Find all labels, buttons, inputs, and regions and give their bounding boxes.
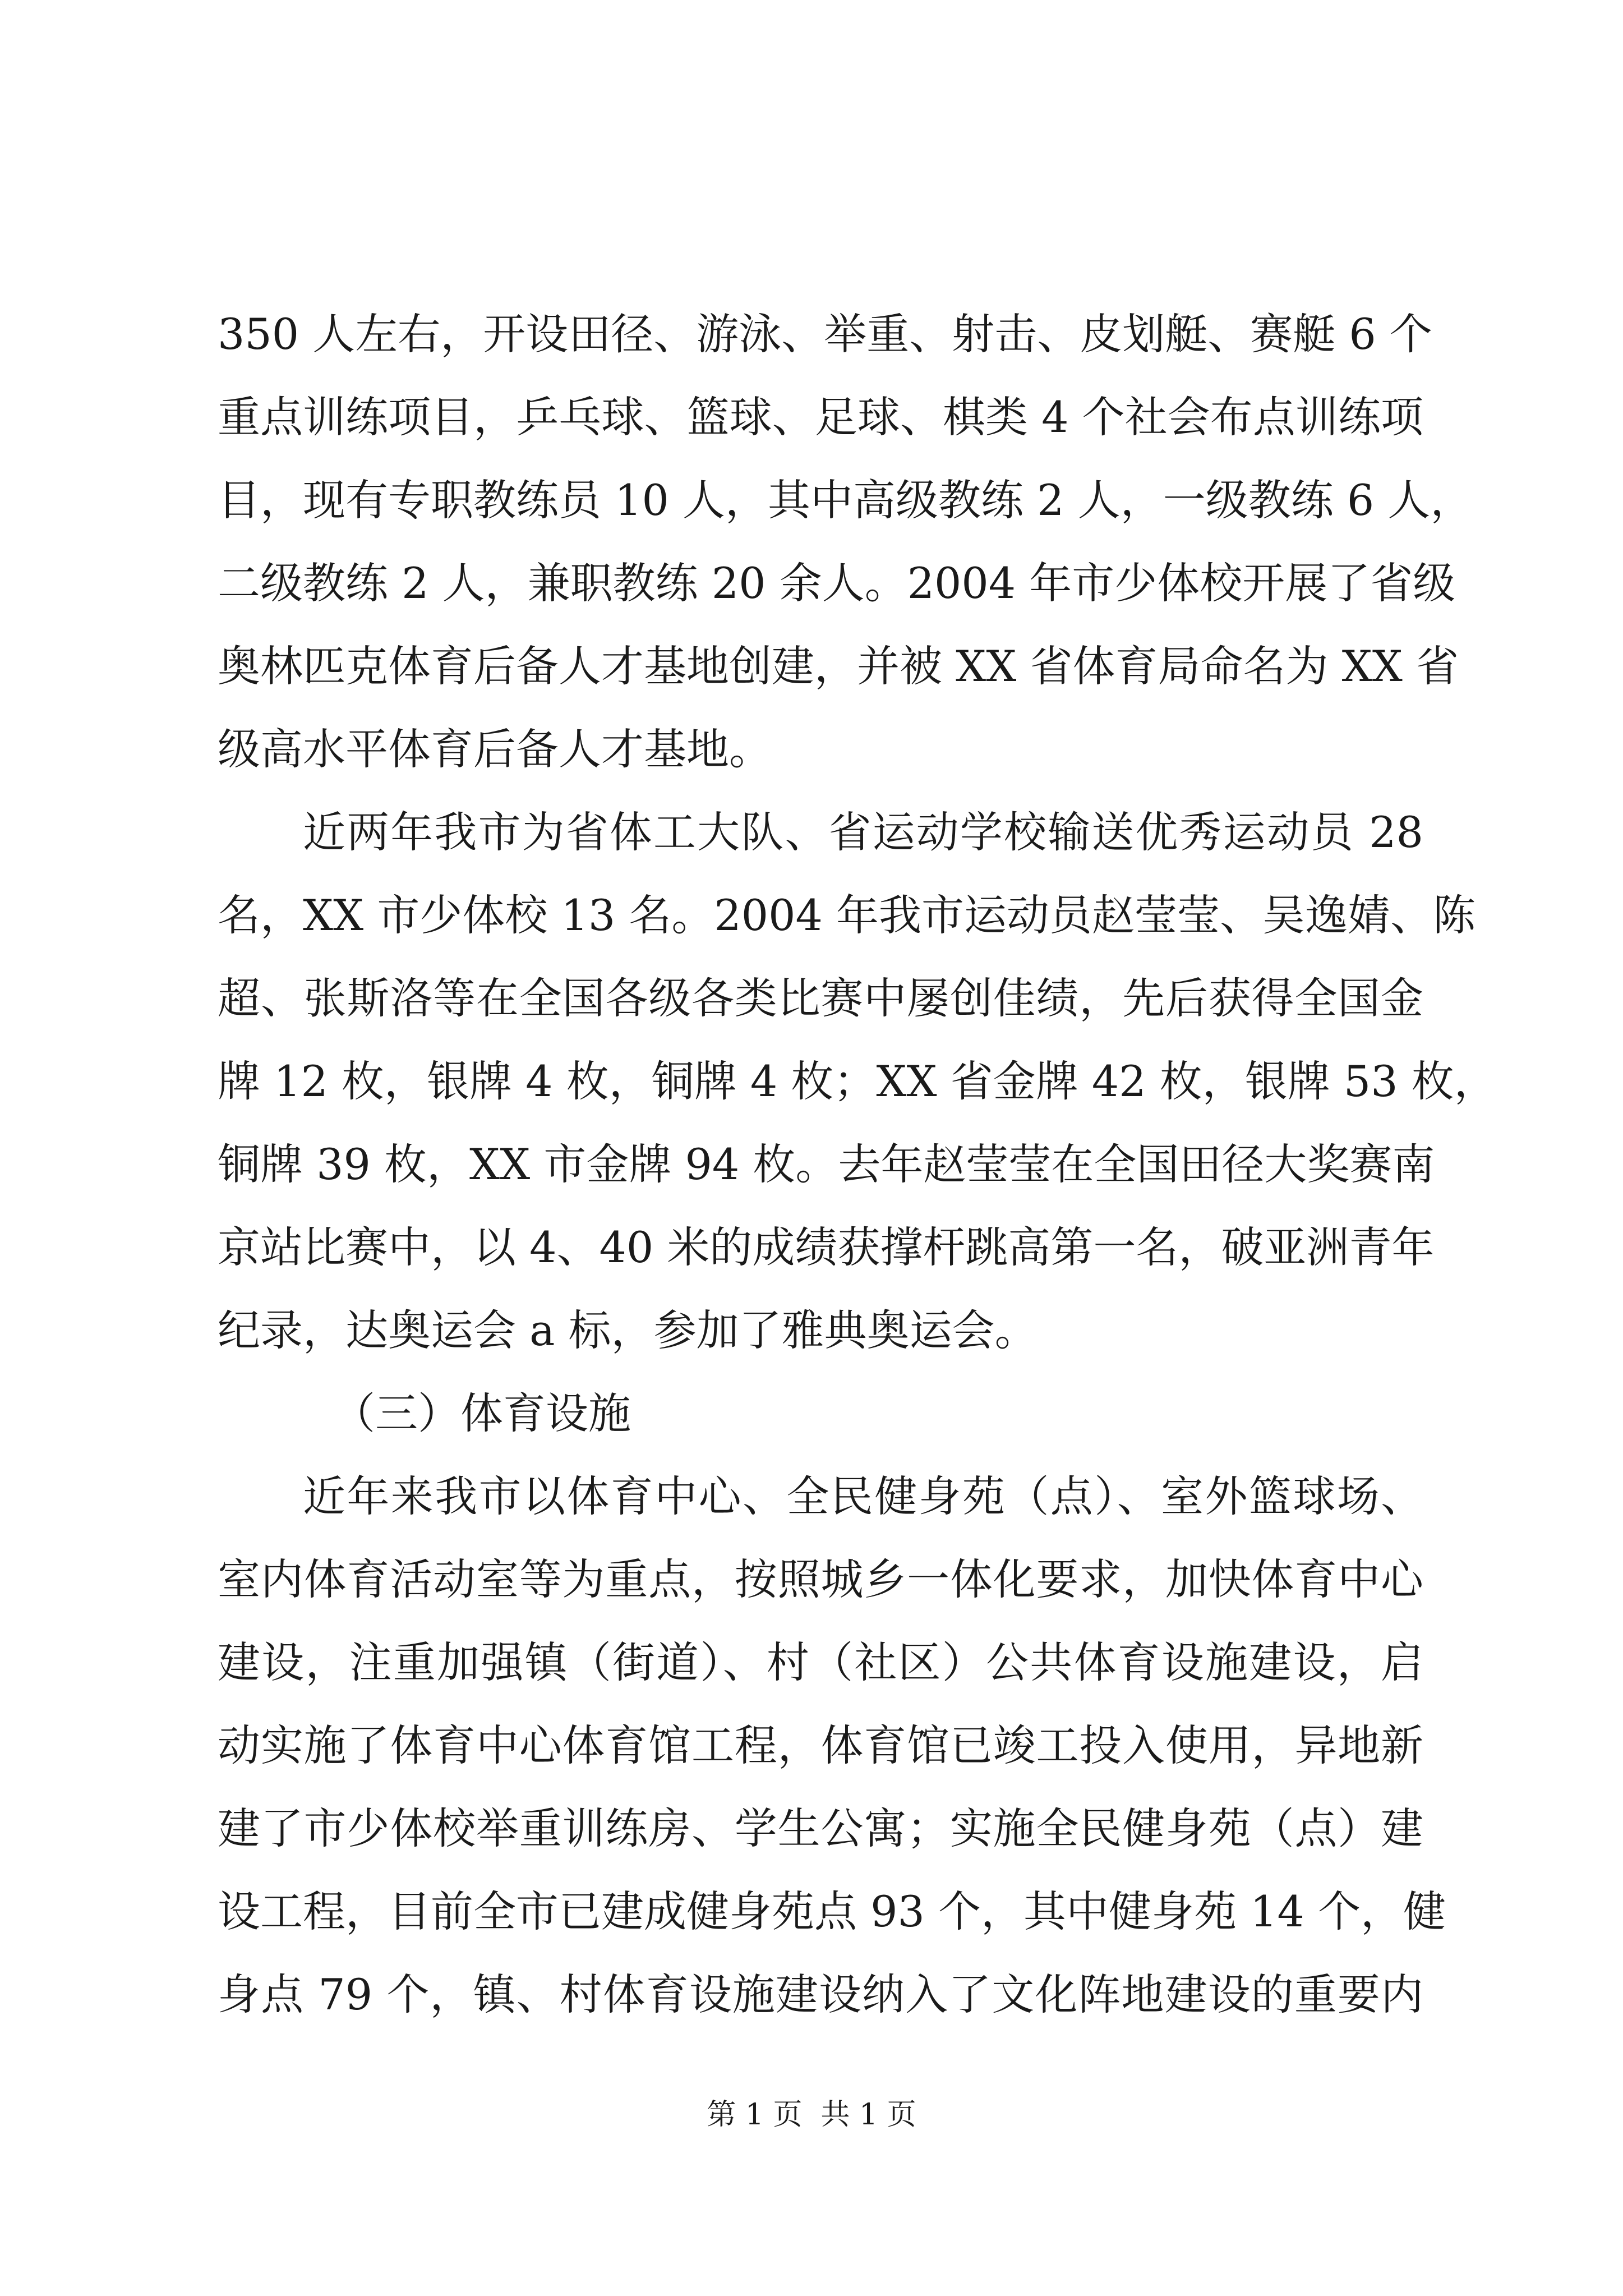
paragraph-first-line: 近两年我市为省体工大队、省运动学校输送优秀运动员 28: [303, 807, 1423, 857]
paragraph-first-line: 近年来我市以体育中心、全民健身苑（点）、室外篮球场、: [303, 1471, 1423, 1521]
text-line: 级高水平体育后备人才基地。: [218, 724, 772, 774]
text-line: 名，XX 市少体校 13 名。2004 年我市运动员赵莹莹、吴逸婧、陈: [218, 890, 1476, 940]
text-line: 动实施了体育中心体育馆工程，体育馆已竣工投入使用，异地新: [218, 1720, 1423, 1770]
text-line: 设工程，目前全市已建成健身苑点 93 个，其中健身苑 14 个，健: [218, 1887, 1446, 1936]
text-line: 建设，注重加强镇（街道）、村（社区）公共体育设施建设，启: [218, 1637, 1423, 1687]
text-line: 350 人左右，开设田径、游泳、举重、射击、皮划艇、赛艇 6 个: [218, 309, 1432, 359]
text-line: 牌 12 枚，银牌 4 枚，铜牌 4 枚；XX 省金牌 42 枚，银牌 53 枚，: [218, 1056, 1497, 1106]
text-line: 身点 79 个，镇、村体育设施建设纳入了文化阵地建设的重要内: [218, 1970, 1423, 2019]
text-line: 京站比赛中，以 4、40 米的成绩获撑杆跳高第一名，破亚洲青年: [218, 1222, 1435, 1272]
text-line: 建了市少体校举重训练房、学生公寓；实施全民健身苑（点）建: [218, 1803, 1423, 1853]
text-line: 目，现有专职教练员 10 人，其中高级教练 2 人，一级教练 6 人，: [218, 475, 1473, 525]
document-body: [218, 293, 1497, 2036]
section-heading: （三）体育设施: [333, 1388, 631, 1438]
text-line: 纪录，达奥运会 a 标，参加了雅典奥运会。: [218, 1305, 1038, 1355]
page-number-footer: 第 1 页 共 1 页: [707, 2098, 916, 2132]
text-line: 室内体育活动室等为重点，按照城乡一体化要求，加快体育中心: [218, 1554, 1423, 1604]
text-line: 奥林匹克体育后备人才基地创建，并被 XX 省体育局命名为 XX 省: [218, 641, 1459, 691]
text-line: 铜牌 39 枚，XX 市金牌 94 枚。去年赵莹莹在全国田径大奖赛南: [218, 1139, 1435, 1189]
text-line: 重点训练项目，乒乓球、篮球、足球、棋类 4 个社会布点训练项: [218, 392, 1423, 442]
text-line: 二级教练 2 人，兼职教练 20 余人。2004 年市少体校开展了省级: [218, 558, 1456, 608]
text-line: 超、张斯洛等在全国各级各类比赛中屡创佳绩，先后获得全国金: [218, 973, 1423, 1023]
